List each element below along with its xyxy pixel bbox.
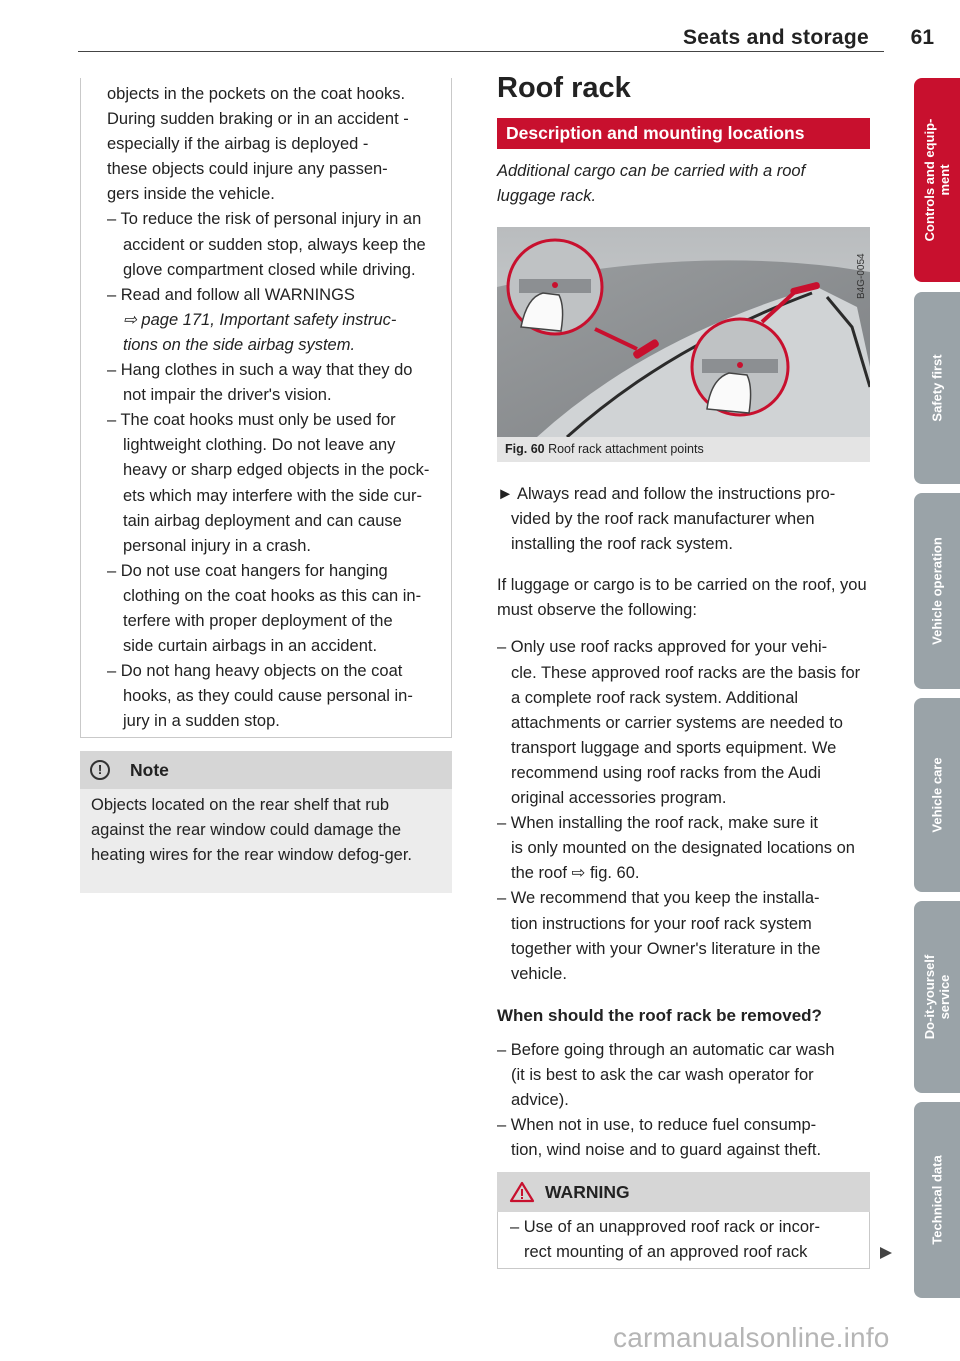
warning-box-continued xyxy=(80,78,452,738)
warning-list-line: hooks, as they could cause personal in- xyxy=(123,687,413,706)
tab-vehicle-operation[interactable] xyxy=(914,493,960,689)
note-text: Objects located on the rear shelf that rub against the rear window could damage the heating wires for the rear window defog-ger. xyxy=(80,789,452,893)
warning-triangle-icon xyxy=(509,1181,535,1203)
warning-line-cont: rect mounting of an approved roof rack xyxy=(524,1243,808,1262)
list-item-cont: (it is best to ask the car wash operator for advice). xyxy=(511,1065,814,1110)
warning-list-line: especially if the airbag is deployed - xyxy=(107,135,369,154)
warning-list-line: side curtain airbags in an accident. xyxy=(123,637,378,656)
warning-list-line: personal injury in a crash. xyxy=(123,536,312,555)
subheading-removal: When should the roof rack be removed? xyxy=(497,1005,822,1025)
tab-label: Controls and equip- ment xyxy=(922,118,952,242)
tab-vehicle-care[interactable] xyxy=(914,698,960,892)
list-item: – When installing the roof rack, make sure it xyxy=(497,814,818,833)
warning-list-line: accident or sudden stop, always keep the xyxy=(123,235,426,254)
tab-label: Technical data xyxy=(929,1155,945,1245)
list-item: – Only use roof racks approved for your vehi- xyxy=(497,638,828,657)
warning-list-line: glove compartment closed while driving. xyxy=(123,260,416,279)
watermark: carmanualsonline.info xyxy=(613,1322,890,1353)
warning-list-line: jury in a sudden stop. xyxy=(123,712,280,731)
removal-list xyxy=(497,1038,872,1163)
list-item: – When not in use, to reduce fuel consump- xyxy=(497,1116,817,1135)
figure-caption xyxy=(497,437,870,462)
tab-safety-first[interactable] xyxy=(914,292,960,484)
warning-header xyxy=(497,1172,870,1212)
figure-caption-text: Roof rack attachment points xyxy=(548,442,704,456)
note-label: Note xyxy=(130,760,169,780)
warning-list-line: these objects could injure any passen- xyxy=(107,160,388,179)
running-header-title: Seats and storage xyxy=(683,26,869,49)
list-item-cont: is only mounted on the designated locations on the roof ⇨ fig. 60. xyxy=(511,839,855,883)
note-header xyxy=(80,751,452,789)
warning-list-line: ⇨ page 171, Important safety instruc- xyxy=(123,310,397,329)
header-rule xyxy=(78,51,884,52)
warning-list-line: tions on the side airbag system. xyxy=(123,335,356,354)
intro-text: Additional cargo can be carried with a roof luggage rack. xyxy=(497,162,806,205)
warning-list-line: tain airbag deployment and can cause xyxy=(123,511,402,530)
warning-list-line: objects in the pockets on the coat hooks. xyxy=(107,85,406,103)
warning-list-line: ets which may interfere with the side cur- xyxy=(123,486,422,505)
section-title: Roof rack xyxy=(497,72,631,104)
tab-label: Safety first xyxy=(929,354,945,422)
warning-list-item: – Do not hang heavy objects on the coat xyxy=(107,662,403,681)
figure-caption-label: Fig. 60 xyxy=(505,442,545,456)
warning-list-line: lightweight clothing. Do not leave any xyxy=(123,436,396,455)
warning-list-line: not impair the driver's vision. xyxy=(123,386,332,405)
warning-list-line: terfere with proper deployment of the xyxy=(123,611,393,630)
tab-controls-and-equipment[interactable] xyxy=(914,78,960,282)
list-item-cont: tion, wind noise and to guard against theft. xyxy=(511,1141,822,1160)
warning-list-item: – Hang clothes in such a way that they do xyxy=(107,361,413,380)
tab-label: Do-it-yourself service xyxy=(922,954,952,1040)
list-item-cont: tion instructions for your roof rack system together with your Owner's literature in the vehicle. xyxy=(511,914,821,983)
warning-list-item: – The coat hooks must only be used for xyxy=(107,411,396,430)
continue-arrow-icon xyxy=(879,1246,893,1260)
figure-code: B4G-0054 xyxy=(856,253,867,299)
warning-line: – Use of an unapproved roof rack or incor- xyxy=(510,1218,820,1236)
tab-label: Vehicle operation xyxy=(929,537,945,645)
warning-list-line: gers inside the vehicle. xyxy=(107,185,275,204)
warning-list-line: heavy or sharp edged objects in the pock- xyxy=(123,461,430,480)
warning-list-item: – To reduce the risk of personal injury in an xyxy=(107,210,422,229)
note-exclamation-icon: ! xyxy=(90,760,110,780)
instruction-step-cont: vided by the roof rack manufacturer when installing the roof rack system. xyxy=(511,510,815,554)
instruction-step: ► Always read and follow the instructions pro- xyxy=(497,485,836,503)
subsection-title: Description and mounting locations xyxy=(497,118,870,149)
warning-list xyxy=(107,82,447,734)
roof-rack-illustration xyxy=(497,227,870,437)
list-item: – Before going through an automatic car wash xyxy=(497,1040,835,1059)
warning-list-line: During sudden braking or in an accident - xyxy=(107,110,409,129)
warning-body xyxy=(497,1212,870,1269)
page-number: 61 xyxy=(910,26,934,49)
list-item: – We recommend that you keep the installa- xyxy=(497,889,820,908)
warning-list-line: clothing on the coat hooks as this can in- xyxy=(123,586,422,605)
list-item-cont: cle. These approved roof racks are the basis for a complete roof rack system. Additional attachments or carrier systems are needed to transport luggage and sports equipment. We recommend using roof racks from the Audi original accessories program. xyxy=(511,663,861,808)
tab-technical-data[interactable] xyxy=(914,1102,960,1298)
right-body-text xyxy=(497,482,872,1163)
warning-list-item: – Do not use coat hangers for hanging xyxy=(107,561,388,580)
roof-load-intro: If luggage or cargo is to be carried on the roof, you must observe the following: xyxy=(497,576,867,620)
warning-label: WARNING xyxy=(545,1182,630,1202)
roof-rack-figure xyxy=(497,227,870,437)
warning-list-item: – Read and follow all WARNINGS xyxy=(107,285,355,304)
tab-label: Vehicle care xyxy=(929,757,945,833)
tab-do-it-yourself-service[interactable] xyxy=(914,901,960,1093)
roof-load-list xyxy=(497,635,872,986)
